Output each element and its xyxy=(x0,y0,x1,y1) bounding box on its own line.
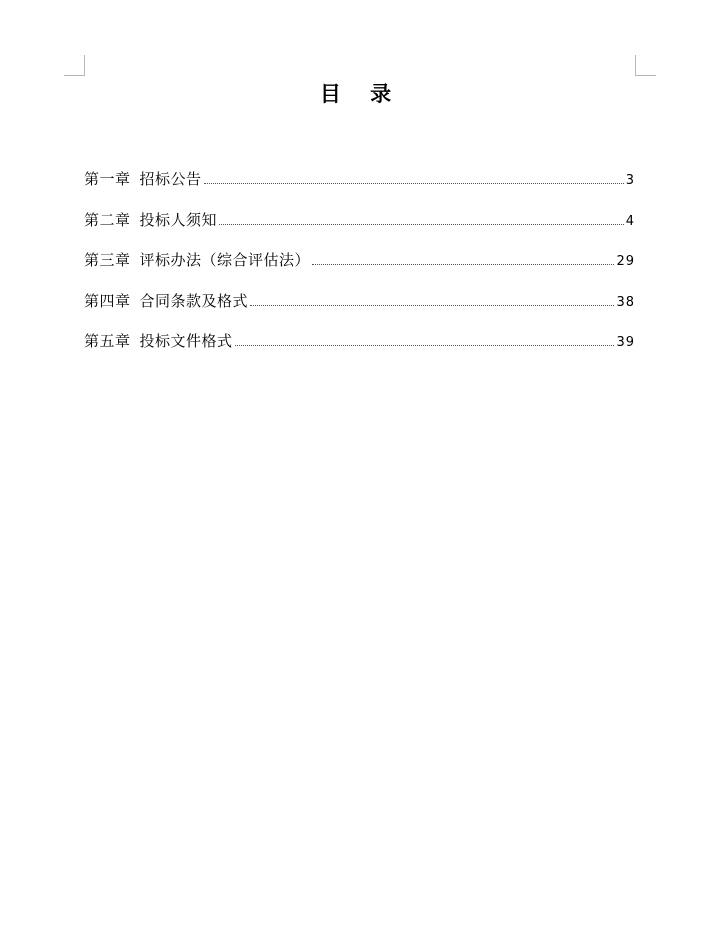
toc-chapter-number: 第三章 xyxy=(84,251,131,269)
toc-chapter-number: 第四章 xyxy=(84,291,131,310)
toc-dot-leader xyxy=(312,263,614,265)
toc-dot-leader xyxy=(204,182,624,184)
toc-entry-4[interactable] xyxy=(84,285,635,311)
toc-chapter-number: 第二章 xyxy=(84,210,131,229)
toc-entry-5[interactable] xyxy=(84,325,635,351)
toc-entry-1[interactable] xyxy=(84,163,635,189)
page-title: 目 录 xyxy=(319,81,392,106)
toc-dot-leader xyxy=(250,304,614,306)
toc-chapter-title: 合同条款及格式 xyxy=(139,291,249,310)
top-right-crop-mark xyxy=(635,55,656,76)
toc-dot-leader xyxy=(219,223,624,225)
toc-chapter-number: 第五章 xyxy=(84,332,131,350)
toc-page-number: 29 xyxy=(616,254,635,269)
toc-chapter-title: 招标公告 xyxy=(139,170,202,188)
toc-page-number: 38 xyxy=(616,294,635,310)
toc-page-number: 39 xyxy=(616,335,635,350)
toc-chapter-title: 投标人须知 xyxy=(139,210,218,229)
toc-chapter-title: 评标办法（综合评估法） xyxy=(139,251,311,269)
toc-page-number: 4 xyxy=(625,213,635,229)
toc-entry-3[interactable] xyxy=(84,244,635,270)
top-left-crop-mark xyxy=(64,55,85,76)
toc-chapter-number: 第一章 xyxy=(84,170,131,188)
toc-page-number: 3 xyxy=(625,173,635,188)
toc-dot-leader xyxy=(235,344,615,346)
toc-entry-2[interactable] xyxy=(84,204,635,230)
toc-chapter-title: 投标文件格式 xyxy=(139,332,233,350)
table-of-contents xyxy=(84,163,635,366)
